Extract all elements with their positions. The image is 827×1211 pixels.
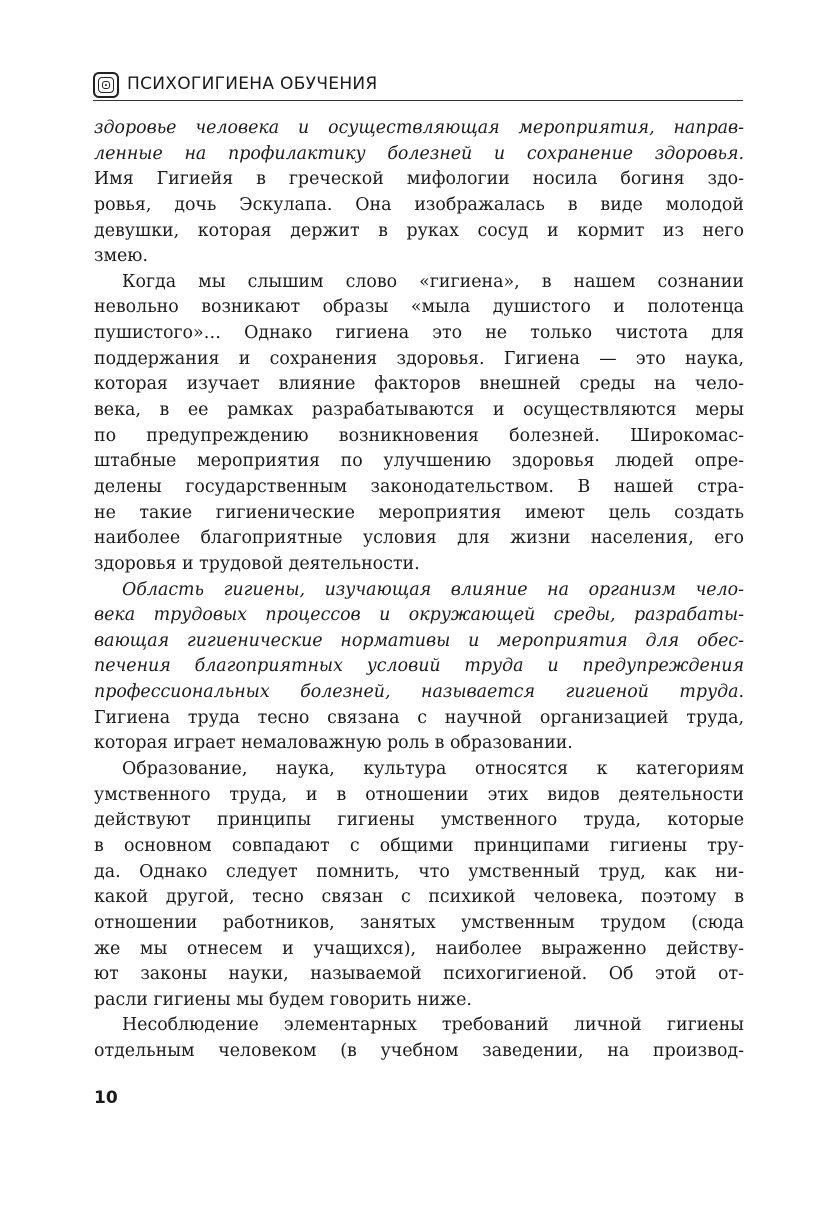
text-line [94,808,744,834]
text-line [94,321,744,347]
text-line [94,552,744,578]
text-line [94,629,744,655]
text-line [94,526,744,552]
text-segment: . [738,682,744,703]
text-segment: в основном совпадают с общими принципами гигиены тру- [94,835,744,856]
text-line [94,142,744,168]
text-segment: же мы отнесем и учащихся), наиболее выраженно действу- [94,938,744,959]
text-segment: здоровья и трудовой деятельности. [94,553,420,574]
text-segment: поддержания и сохранения здоровья. Гигиена — это наука, [94,348,744,369]
text-segment: отношении работников, занятых умственным трудом (сюда [94,912,744,933]
text-segment: профессиональных болезней, называется гигиеной труда [94,682,739,703]
text-segment: Несоблюдение элементарных требований личной гигиены [122,1015,744,1036]
text-line [94,783,744,809]
text-segment: ют законы науки, называемой психогигиеной. Об этой от- [94,964,744,985]
text-line [94,270,744,296]
text-segment: делены государственным законодательством. В нашей стра- [94,476,744,497]
text-line [94,193,744,219]
text-segment: расли гигиены мы будем говорить ниже. [94,989,472,1010]
text-line [94,731,744,757]
text-line [94,988,744,1014]
text-line [94,911,744,937]
text-segment: Гигиена труда тесно связана с научной организацией труда, [94,707,744,728]
text-line [94,578,744,604]
emblem-icon [93,72,119,98]
text-segment: Область гигиены, изучающая влияние на организм чело- [122,579,744,600]
text-line [94,347,744,373]
text-line [94,937,744,963]
text-segment: вающая гигиенические нормативы и мероприятия для обес- [94,630,744,651]
text-line [94,757,744,783]
text-line [94,167,744,193]
text-line [94,1039,744,1065]
text-segment: печения благоприятных условий труда и предупреждения [94,656,744,677]
text-segment: невольно возникают образы «мыла душистого и полотенца [94,297,744,318]
text-line [94,449,744,475]
text-line [94,860,744,886]
text-line [94,834,744,860]
text-line [94,424,744,450]
text-segment: действуют принципы гигиены умственного труда, которые [94,810,744,831]
header-title: ПСИХОГИГИЕНА ОБУЧЕНИЯ [127,74,378,94]
text-line [94,680,744,706]
text-line [94,603,744,629]
text-segment: ровья, дочь Эскулапа. Она изображалась в виде молодой [94,194,744,215]
text-line [94,654,744,680]
text-segment: по предупреждению возникновения болезней. Широкомас- [94,425,744,446]
text-line [94,116,744,142]
text-line [94,295,744,321]
text-segment: ленные на профилактику болезней и сохранение здоровья. [94,143,744,164]
text-segment: здоровье человека и осуществляющая мероприятия, направ- [94,118,744,138]
text-segment: какой другой, тесно связан с психикой человека, поэтому в [94,887,744,908]
text-segment: века трудовых процессов и окружающей среды, разрабаты- [94,605,744,626]
text-segment: штабные мероприятия по улучшению здоровья людей опре- [94,451,744,472]
text-segment: наиболее благоприятные условия для жизни населения, его [94,528,744,549]
text-segment: отдельным человеком (в учебном заведении, на производ- [94,1041,744,1062]
text-line [94,219,744,245]
running-header [93,70,743,101]
text-segment: Когда мы слышим слово «гигиена», в нашем сознании [122,271,744,292]
text-segment: Имя Гигиейя в греческой мифологии носила богиня здо- [94,169,744,190]
text-segment: змею. [94,246,148,267]
text-line [94,398,744,424]
text-segment: Образование, наука, культура относятся к категориям [122,759,744,780]
text-segment: пушистого»… Однако гигиена это не только чистота для [94,323,744,344]
text-line [94,372,744,398]
text-line [94,962,744,988]
body-text [94,116,744,1065]
text-line [94,1013,744,1039]
text-line [94,885,744,911]
text-segment: не такие гигиенические мероприятия имеют цель создать [94,502,744,523]
text-line [94,501,744,527]
text-segment: которая изучает влияние факторов внешней среды на чело- [94,374,744,395]
text-segment: которая играет немаловажную роль в образовании. [94,733,573,754]
page-number: 10 [94,1088,118,1108]
text-line [94,475,744,501]
text-line [94,706,744,732]
text-segment: умственного труда, и в отношении этих видов деятельности [94,784,744,805]
text-segment: века, в ее рамках разрабатываются и осуществляются меры [94,400,744,421]
text-segment: девушки, которая держит в руках сосуд и кормит из него [94,220,744,241]
text-line [94,244,744,270]
text-segment: да. Однако следует помнить, что умственный труд, как ни- [94,861,744,882]
